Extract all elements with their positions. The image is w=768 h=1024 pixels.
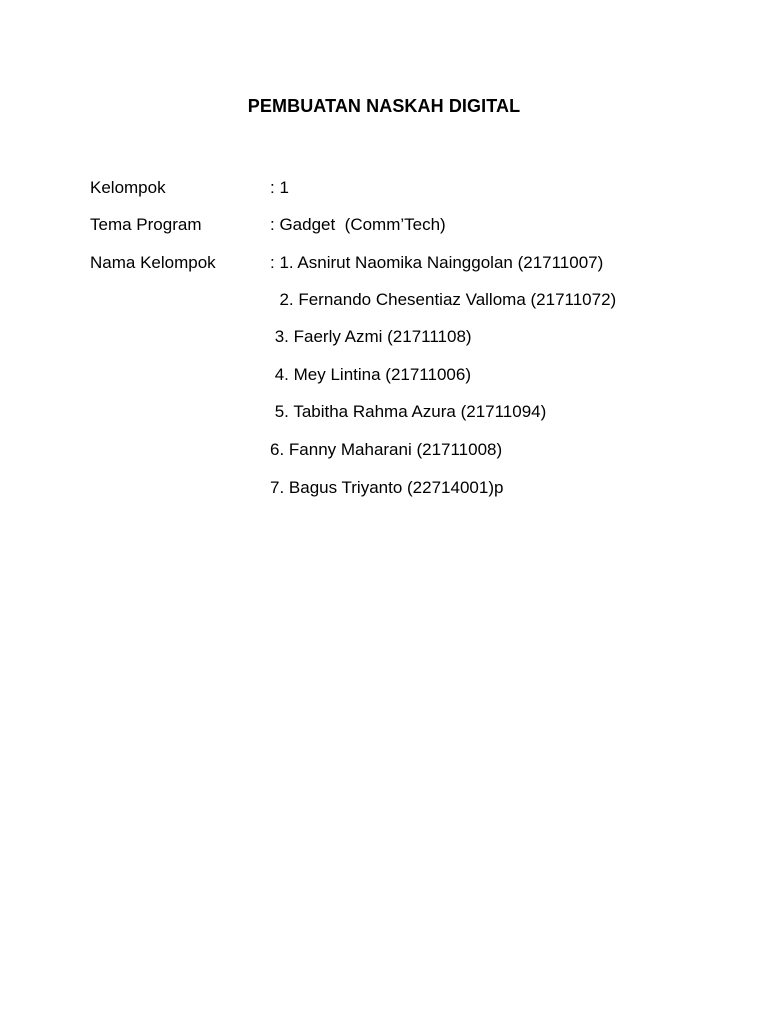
field-label-nama-kelompok: Nama Kelompok: [90, 253, 216, 272]
document-title: PEMBUATAN NASKAH DIGITAL: [247, 96, 521, 116]
field-value-tema-program: : Gadget (Comm’Tech): [270, 215, 446, 234]
member-item-5: 5. Tabitha Rahma Azura (21711094): [270, 402, 547, 421]
member-item-6: 6. Fanny Maharani (21711008): [270, 440, 503, 459]
member-item-2: 2. Fernando Chesentiaz Valloma (21711072): [270, 290, 617, 309]
field-label-kelompok: Kelompok: [90, 178, 166, 197]
member-item-1: : 1. Asnirut Naomika Nainggolan (21711007): [270, 253, 604, 272]
field-value-kelompok: : 1: [270, 178, 289, 197]
member-item-3: 3. Faerly Azmi (21711108): [270, 327, 472, 346]
member-item-7: 7. Bagus Triyanto (22714001)p: [270, 478, 504, 497]
member-item-4: 4. Mey Lintina (21711006): [270, 365, 471, 384]
field-label-tema-program: Tema Program: [90, 215, 202, 234]
